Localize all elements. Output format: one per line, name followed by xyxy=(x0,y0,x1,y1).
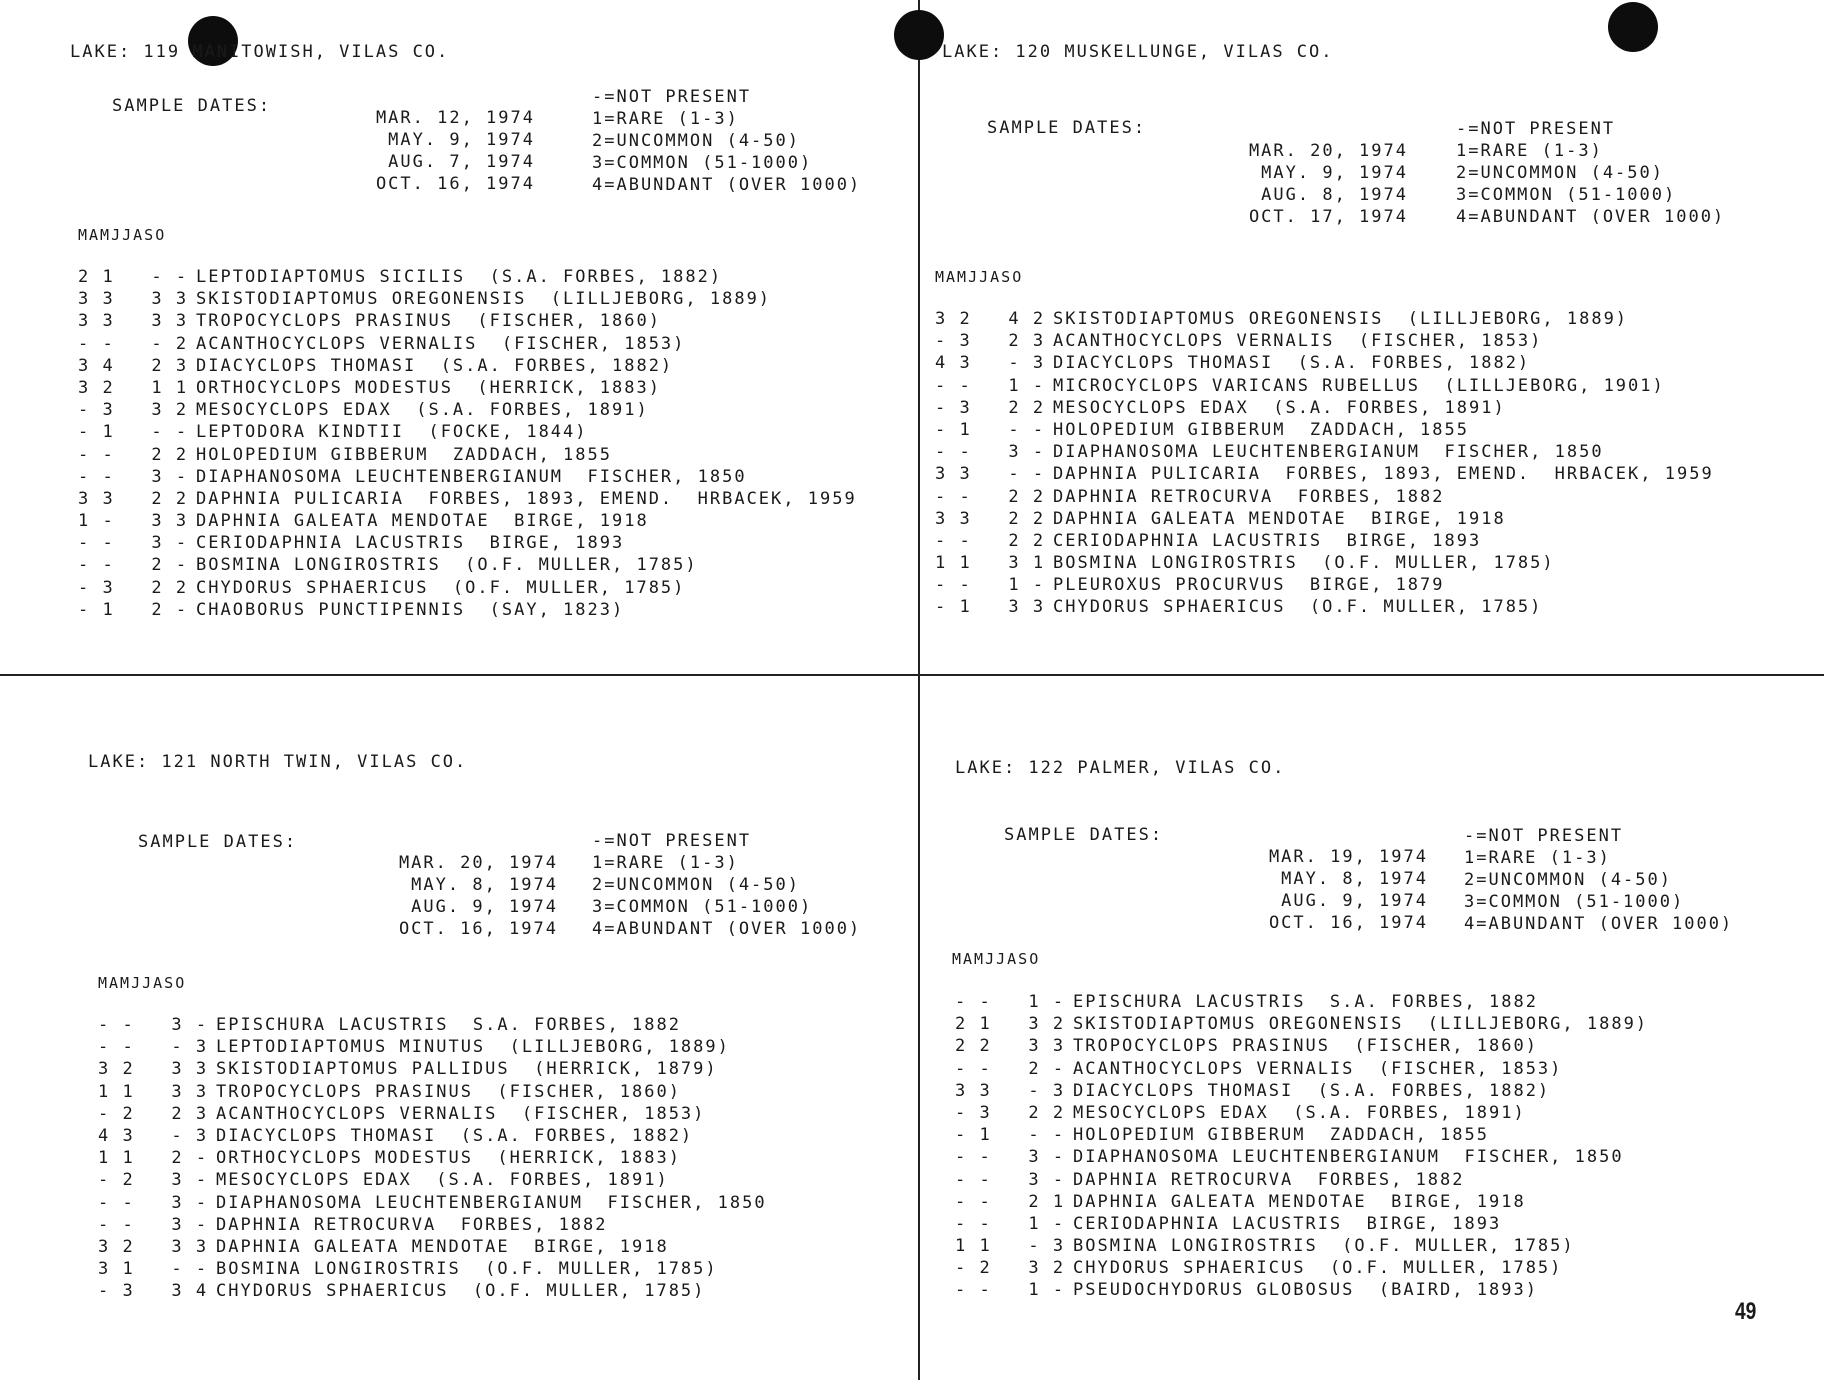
punch-hole xyxy=(1608,2,1658,52)
abundance-codes: - 3 3 2 xyxy=(78,400,189,421)
sample-dates xyxy=(1248,846,1428,934)
abundance-codes: - - 3 - xyxy=(98,1214,209,1235)
legend-entry: 4=ABUNDANT (OVER 1000) xyxy=(1464,914,1734,934)
species-list xyxy=(955,991,1648,1302)
species-name: DIAPHANOSOMA LEUCHTENBERGIANUM FISCHER, 1850 xyxy=(1073,1147,1624,1168)
abundance-codes: - - 2 - xyxy=(955,1058,1066,1079)
months-header: MAMJJASO xyxy=(935,268,1024,286)
abundance-codes: - - 3 - xyxy=(78,533,189,554)
abundance-codes: 4 3 - 3 xyxy=(935,353,1046,374)
species-row xyxy=(98,1125,767,1147)
species-row xyxy=(955,1191,1648,1213)
abundance-codes: - 1 3 3 xyxy=(935,597,1046,618)
species-name: MESOCYCLOPS EDAX (S.A. FORBES, 1891) xyxy=(1053,397,1506,418)
species-list xyxy=(98,1014,767,1302)
months-header: MAMJJASO xyxy=(78,226,167,244)
species-name: CERIODAPHNIA LACUSTRIS BIRGE, 1893 xyxy=(1073,1213,1502,1234)
species-name: HOLOPEDIUM GIBBERUM ZADDACH, 1855 xyxy=(196,444,612,465)
legend-entry: 3=COMMON (51-1000) xyxy=(592,153,813,173)
abundance-codes: - - 2 - xyxy=(78,555,189,576)
species-row xyxy=(98,1192,767,1214)
species-name: MESOCYCLOPS EDAX (S.A. FORBES, 1891) xyxy=(196,400,649,421)
species-row xyxy=(955,1235,1648,1257)
species-name: SKISTODIAPTOMUS OREGONENSIS (LILLJEBORG, 1889) xyxy=(196,289,772,310)
sample-dates xyxy=(1228,140,1408,228)
legend-entry: 4=ABUNDANT (OVER 1000) xyxy=(592,175,862,195)
species-name: CHYDORUS SPHAERICUS (O.F. MULLER, 1785) xyxy=(1053,597,1543,618)
sample-date: AUG. 9, 1974 xyxy=(1281,891,1428,911)
species-name: DIACYCLOPS THOMASI (S.A. FORBES, 1882) xyxy=(1053,353,1531,374)
abundance-codes: - - 1 - xyxy=(935,575,1046,596)
abundance-codes: 3 1 - - xyxy=(98,1259,209,1280)
species-name: BOSMINA LONGIROSTRIS (O.F. MULLER, 1785) xyxy=(1073,1236,1575,1257)
species-row xyxy=(935,441,1714,463)
abundance-codes: 1 1 3 1 xyxy=(935,553,1046,574)
legend-entry: 3=COMMON (51-1000) xyxy=(592,897,813,917)
abundance-codes: - 3 2 2 xyxy=(955,1102,1066,1123)
sample-date: AUG. 8, 1974 xyxy=(1261,185,1408,205)
legend-entry: 2=UNCOMMON (4-50) xyxy=(1464,870,1672,890)
lake-title: LAKE: 122 PALMER, VILAS CO. xyxy=(955,758,1286,778)
abundance-codes: - - 1 - xyxy=(955,1280,1066,1301)
abundance-codes: - - 3 - xyxy=(98,1192,209,1213)
species-row xyxy=(935,530,1714,552)
species-list xyxy=(935,308,1714,619)
species-row xyxy=(955,1035,1648,1057)
abundance-codes: - - 1 - xyxy=(955,1213,1066,1234)
species-name: TROPOCYCLOPS PRASINUS (FISCHER, 1860) xyxy=(216,1081,681,1102)
abundance-codes: - 2 3 - xyxy=(98,1170,209,1191)
sample-date: AUG. 9, 1974 xyxy=(411,897,558,917)
species-row xyxy=(78,444,857,466)
species-row xyxy=(935,352,1714,374)
vertical-divider xyxy=(918,0,920,1380)
sample-date: MAR. 20, 1974 xyxy=(1248,141,1408,161)
species-name: HOLOPEDIUM GIBBERUM ZADDACH, 1855 xyxy=(1073,1125,1489,1146)
legend-entry: 3=COMMON (51-1000) xyxy=(1464,892,1685,912)
species-name: LEPTODIAPTOMUS MINUTUS (LILLJEBORG, 1889) xyxy=(216,1037,730,1058)
species-row xyxy=(78,466,857,488)
species-row xyxy=(78,355,857,377)
legend-entry: 2=UNCOMMON (4-50) xyxy=(592,131,800,151)
abundance-codes: - - 3 - xyxy=(935,442,1046,463)
abundance-codes: - - - 2 xyxy=(78,333,189,354)
abundance-codes: 3 4 2 3 xyxy=(78,355,189,376)
legend-entry: 1=RARE (1-3) xyxy=(592,109,739,129)
species-name: DAPHNIA GALEATA MENDOTAE BIRGE, 1918 xyxy=(1073,1191,1526,1212)
abundance-codes: - 1 - - xyxy=(935,419,1046,440)
abundance-codes: - - 3 - xyxy=(955,1147,1066,1168)
lake-title: LAKE: 119 MANITOWISH, VILAS CO. xyxy=(70,42,450,62)
abundance-legend xyxy=(592,86,861,196)
species-name: ORTHOCYCLOPS MODESTUS (HERRICK, 1883) xyxy=(196,377,661,398)
species-name: DIAPHANOSOMA LEUCHTENBERGIANUM FISCHER, 1850 xyxy=(216,1192,767,1213)
species-name: CHYDORUS SPHAERICUS (O.F. MULLER, 1785) xyxy=(196,577,686,598)
lake-title: LAKE: 121 NORTH TWIN, VILAS CO. xyxy=(88,752,468,772)
species-name: ACANTHOCYCLOPS VERNALIS (FISCHER, 1853) xyxy=(196,333,686,354)
sample-dates-label: SAMPLE DATES: xyxy=(987,118,1147,138)
species-row xyxy=(98,1236,767,1258)
sample-date: MAY. 9, 1974 xyxy=(1261,163,1408,183)
legend-entry: -=NOT PRESENT xyxy=(592,831,752,851)
sample-date: MAY. 8, 1974 xyxy=(1281,869,1428,889)
species-name: DIAPHANOSOMA LEUCHTENBERGIANUM FISCHER, 1850 xyxy=(196,466,747,487)
sample-date: OCT. 17, 1974 xyxy=(1248,207,1408,227)
abundance-codes: 3 3 2 2 xyxy=(935,508,1046,529)
abundance-codes: 3 3 2 2 xyxy=(78,488,189,509)
species-row xyxy=(955,1080,1648,1102)
species-name: ACANTHOCYCLOPS VERNALIS (FISCHER, 1853) xyxy=(216,1103,706,1124)
species-row xyxy=(98,1058,767,1080)
abundance-codes: 3 3 - - xyxy=(935,464,1046,485)
abundance-codes: 2 2 3 3 xyxy=(955,1036,1066,1057)
species-name: DAPHNIA RETROCURVA FORBES, 1882 xyxy=(1053,486,1445,507)
species-name: TROPOCYCLOPS PRASINUS (FISCHER, 1860) xyxy=(196,311,661,332)
abundance-codes: - 1 - - xyxy=(78,422,189,443)
abundance-codes: - - 3 - xyxy=(78,466,189,487)
species-name: HOLOPEDIUM GIBBERUM ZADDACH, 1855 xyxy=(1053,419,1469,440)
species-name: EPISCHURA LACUSTRIS S.A. FORBES, 1882 xyxy=(1073,992,1538,1012)
species-name: BOSMINA LONGIROSTRIS (O.F. MULLER, 1785) xyxy=(216,1259,718,1280)
punch-hole xyxy=(894,10,944,60)
species-row xyxy=(935,574,1714,596)
abundance-codes: 1 - 3 3 xyxy=(78,511,189,532)
species-row xyxy=(78,310,857,332)
species-row xyxy=(935,486,1714,508)
abundance-legend xyxy=(1464,825,1733,935)
species-list xyxy=(78,266,857,621)
abundance-codes: - 2 2 3 xyxy=(98,1103,209,1124)
sample-dates-label: SAMPLE DATES: xyxy=(112,96,272,116)
species-name: DAPHNIA PULICARIA FORBES, 1893, EMEND. HRBACEK, 1959 xyxy=(1053,464,1714,485)
species-row xyxy=(78,421,857,443)
abundance-codes: 2 1 - - xyxy=(78,267,189,287)
abundance-codes: - 3 2 2 xyxy=(935,397,1046,418)
legend-entry: 4=ABUNDANT (OVER 1000) xyxy=(592,919,862,939)
abundance-codes: - - 2 2 xyxy=(935,530,1046,551)
abundance-codes: - - 1 - xyxy=(955,992,1066,1012)
species-row xyxy=(78,333,857,355)
species-row xyxy=(98,1036,767,1058)
species-name: BOSMINA LONGIROSTRIS (O.F. MULLER, 1785) xyxy=(196,555,698,576)
species-row xyxy=(98,1081,767,1103)
months-header: MAMJJASO xyxy=(952,950,1041,968)
sample-date: MAR. 20, 1974 xyxy=(398,853,558,873)
species-row xyxy=(78,266,857,288)
abundance-codes: - - 3 - xyxy=(98,1015,209,1035)
species-row xyxy=(955,1124,1648,1146)
abundance-codes: 1 1 3 3 xyxy=(98,1081,209,1102)
species-name: MICROCYCLOPS VARICANS RUBELLUS (LILLJEBORG, 1901) xyxy=(1053,375,1665,396)
legend-entry: 2=UNCOMMON (4-50) xyxy=(592,875,800,895)
legend-entry: -=NOT PRESENT xyxy=(592,87,752,107)
abundance-codes: 4 3 - 3 xyxy=(98,1125,209,1146)
species-row xyxy=(955,1146,1648,1168)
species-name: PLEUROXUS PROCURVUS BIRGE, 1879 xyxy=(1053,575,1445,596)
horizontal-divider-right xyxy=(920,674,1824,676)
species-name: MESOCYCLOPS EDAX (S.A. FORBES, 1891) xyxy=(216,1170,669,1191)
species-name: MESOCYCLOPS EDAX (S.A. FORBES, 1891) xyxy=(1073,1102,1526,1123)
abundance-codes: - - 2 2 xyxy=(78,444,189,465)
species-row xyxy=(98,1258,767,1280)
species-row xyxy=(78,377,857,399)
legend-entry: -=NOT PRESENT xyxy=(1456,119,1616,139)
abundance-codes: - 3 2 2 xyxy=(78,577,189,598)
species-row xyxy=(935,397,1714,419)
species-name: PSEUDOCHYDORUS GLOBOSUS (BAIRD, 1893) xyxy=(1073,1280,1538,1301)
species-name: DAPHNIA GALEATA MENDOTAE BIRGE, 1918 xyxy=(216,1236,669,1257)
sample-dates-label: SAMPLE DATES: xyxy=(1004,825,1164,845)
species-row xyxy=(78,510,857,532)
sample-date: OCT. 16, 1974 xyxy=(1268,913,1428,933)
species-row xyxy=(78,599,857,621)
species-row xyxy=(78,399,857,421)
species-row xyxy=(935,463,1714,485)
species-name: DAPHNIA PULICARIA FORBES, 1893, EMEND. HRBACEK, 1959 xyxy=(196,488,857,509)
abundance-codes: 3 2 3 3 xyxy=(98,1236,209,1257)
species-name: DIACYCLOPS THOMASI (S.A. FORBES, 1882) xyxy=(1073,1080,1551,1101)
species-name: DAPHNIA RETROCURVA FORBES, 1882 xyxy=(216,1214,608,1235)
species-name: SKISTODIAPTOMUS OREGONENSIS (LILLJEBORG, 1889) xyxy=(1053,309,1629,329)
legend-entry: 2=UNCOMMON (4-50) xyxy=(1456,163,1664,183)
species-name: EPISCHURA LACUSTRIS S.A. FORBES, 1882 xyxy=(216,1015,681,1035)
abundance-codes: - 3 3 4 xyxy=(98,1281,209,1302)
species-row xyxy=(78,577,857,599)
abundance-codes: 3 2 4 2 xyxy=(935,309,1046,329)
sample-date: OCT. 16, 1974 xyxy=(375,174,535,194)
legend-entry: 1=RARE (1-3) xyxy=(592,853,739,873)
species-name: LEPTODORA KINDTII (FOCKE, 1844) xyxy=(196,422,588,443)
abundance-codes: 3 2 3 3 xyxy=(98,1059,209,1080)
sample-date: AUG. 7, 1974 xyxy=(388,152,535,172)
species-name: DAPHNIA GALEATA MENDOTAE BIRGE, 1918 xyxy=(1053,508,1506,529)
species-row xyxy=(935,308,1714,330)
legend-entry: 1=RARE (1-3) xyxy=(1456,141,1603,161)
species-name: LEPTODIAPTOMUS SICILIS (S.A. FORBES, 1882) xyxy=(196,267,723,287)
species-row xyxy=(98,1147,767,1169)
abundance-codes: 3 3 3 3 xyxy=(78,289,189,310)
abundance-codes: - 1 - - xyxy=(955,1125,1066,1146)
species-row xyxy=(78,554,857,576)
legend-entry: 1=RARE (1-3) xyxy=(1464,848,1611,868)
species-name: DIAPHANOSOMA LEUCHTENBERGIANUM FISCHER, 1850 xyxy=(1053,442,1604,463)
species-row xyxy=(955,1058,1648,1080)
species-row xyxy=(935,375,1714,397)
legend-entry: 4=ABUNDANT (OVER 1000) xyxy=(1456,207,1726,227)
abundance-legend xyxy=(1456,118,1725,228)
sample-date: MAR. 12, 1974 xyxy=(375,108,535,128)
species-row xyxy=(78,532,857,554)
species-name: DIACYCLOPS THOMASI (S.A. FORBES, 1882) xyxy=(196,355,674,376)
horizontal-divider-left xyxy=(0,674,918,676)
species-row xyxy=(955,991,1648,1013)
abundance-codes: 1 1 2 - xyxy=(98,1148,209,1169)
species-name: CHYDORUS SPHAERICUS (O.F. MULLER, 1785) xyxy=(216,1281,706,1302)
lake-title: LAKE: 120 MUSKELLUNGE, VILAS CO. xyxy=(942,42,1334,62)
abundance-codes: - 1 2 - xyxy=(78,599,189,620)
species-row xyxy=(955,1013,1648,1035)
abundance-codes: - - - 3 xyxy=(98,1037,209,1058)
abundance-codes: - - 2 1 xyxy=(955,1191,1066,1212)
species-row xyxy=(955,1257,1648,1279)
species-row xyxy=(955,1279,1648,1301)
page-number: 49 xyxy=(1735,1298,1757,1325)
species-row xyxy=(955,1169,1648,1191)
abundance-codes: 3 3 - 3 xyxy=(955,1080,1066,1101)
species-row xyxy=(935,419,1714,441)
sample-date: OCT. 16, 1974 xyxy=(398,919,558,939)
species-name: SKISTODIAPTOMUS OREGONENSIS (LILLJEBORG, 1889) xyxy=(1073,1014,1649,1035)
abundance-codes: - - 2 2 xyxy=(935,486,1046,507)
species-name: DAPHNIA RETROCURVA FORBES, 1882 xyxy=(1073,1169,1465,1190)
species-name: ACANTHOCYCLOPS VERNALIS (FISCHER, 1853) xyxy=(1073,1058,1563,1079)
species-row xyxy=(98,1169,767,1191)
species-row xyxy=(78,488,857,510)
species-row xyxy=(955,1102,1648,1124)
species-name: DIACYCLOPS THOMASI (S.A. FORBES, 1882) xyxy=(216,1125,694,1146)
sample-dates xyxy=(378,852,558,940)
species-name: SKISTODIAPTOMUS PALLIDUS (HERRICK, 1879) xyxy=(216,1059,718,1080)
abundance-codes: - - 3 - xyxy=(955,1169,1066,1190)
legend-entry: -=NOT PRESENT xyxy=(1464,826,1624,846)
sample-date: MAR. 19, 1974 xyxy=(1268,847,1428,867)
months-header: MAMJJASO xyxy=(98,974,187,992)
species-name: CERIODAPHNIA LACUSTRIS BIRGE, 1893 xyxy=(1053,530,1482,551)
abundance-codes: - 2 3 2 xyxy=(955,1258,1066,1279)
species-row xyxy=(955,1213,1648,1235)
species-row xyxy=(98,1214,767,1236)
species-row xyxy=(935,552,1714,574)
abundance-legend xyxy=(592,830,861,940)
species-row xyxy=(78,288,857,310)
species-row xyxy=(935,596,1714,618)
abundance-codes: - - 1 - xyxy=(935,375,1046,396)
species-name: BOSMINA LONGIROSTRIS (O.F. MULLER, 1785) xyxy=(1053,553,1555,574)
species-row xyxy=(935,508,1714,530)
sample-dates xyxy=(355,107,535,195)
species-name: DAPHNIA GALEATA MENDOTAE BIRGE, 1918 xyxy=(196,511,649,532)
abundance-codes: 2 1 3 2 xyxy=(955,1014,1066,1035)
species-row xyxy=(935,330,1714,352)
sample-dates-label: SAMPLE DATES: xyxy=(138,832,298,852)
abundance-codes: 1 1 - 3 xyxy=(955,1236,1066,1257)
species-name: CHAOBORUS PUNCTIPENNIS (SAY, 1823) xyxy=(196,599,625,620)
species-name: ACANTHOCYCLOPS VERNALIS (FISCHER, 1853) xyxy=(1053,331,1543,352)
species-row xyxy=(98,1014,767,1036)
legend-entry: 3=COMMON (51-1000) xyxy=(1456,185,1677,205)
abundance-codes: 3 3 3 3 xyxy=(78,311,189,332)
abundance-codes: 3 2 1 1 xyxy=(78,377,189,398)
abundance-codes: - 3 2 3 xyxy=(935,331,1046,352)
sample-date: MAY. 9, 1974 xyxy=(388,130,535,150)
species-name: TROPOCYCLOPS PRASINUS (FISCHER, 1860) xyxy=(1073,1036,1538,1057)
species-row xyxy=(98,1103,767,1125)
species-name: ORTHOCYCLOPS MODESTUS (HERRICK, 1883) xyxy=(216,1148,681,1169)
sample-date: MAY. 8, 1974 xyxy=(411,875,558,895)
species-name: CERIODAPHNIA LACUSTRIS BIRGE, 1893 xyxy=(196,533,625,554)
species-name: CHYDORUS SPHAERICUS (O.F. MULLER, 1785) xyxy=(1073,1258,1563,1279)
species-row xyxy=(98,1280,767,1302)
